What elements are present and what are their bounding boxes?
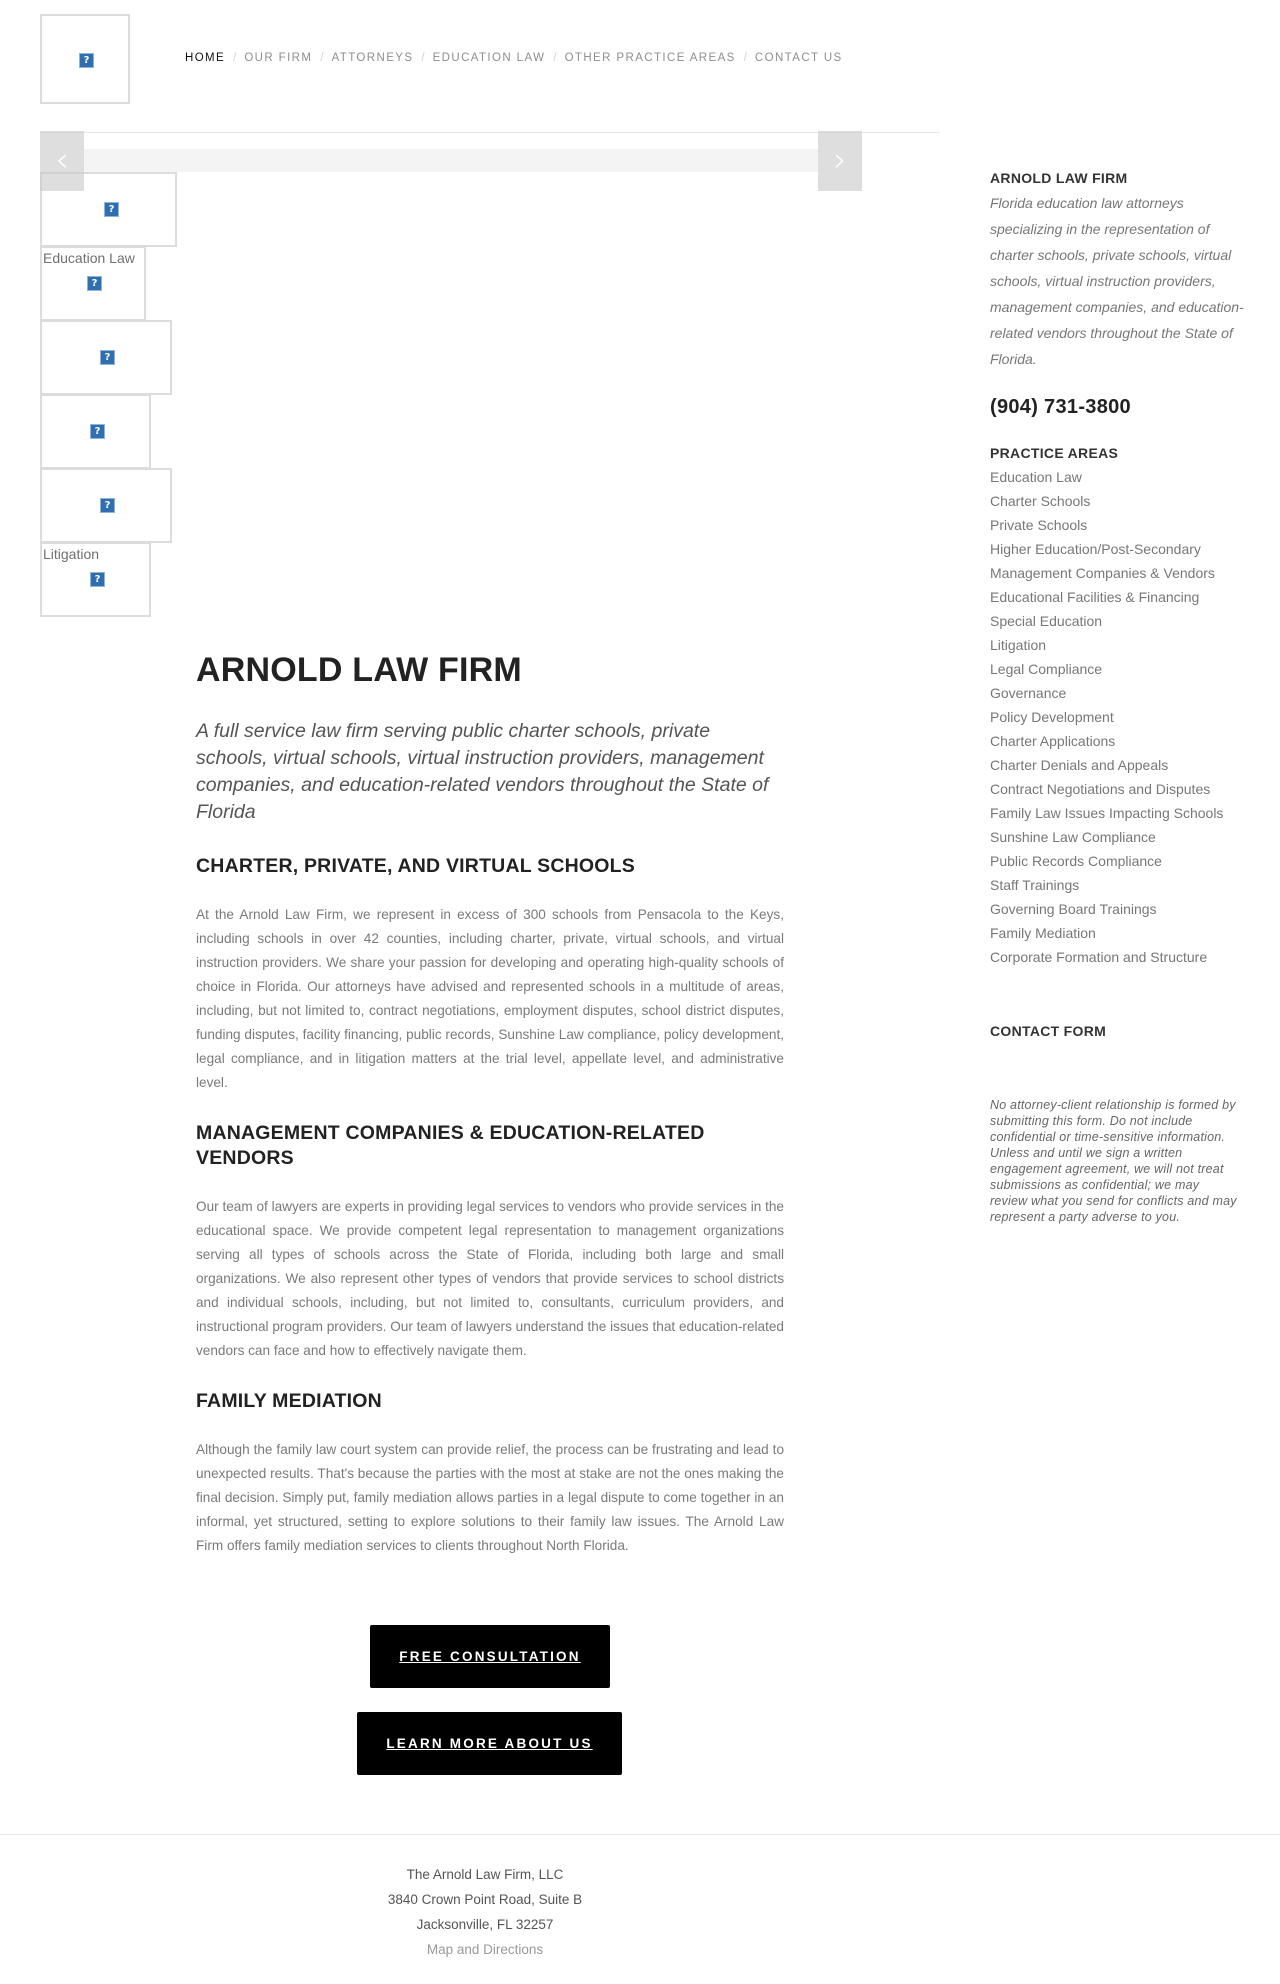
footer-divider xyxy=(0,1834,1280,1835)
main-content xyxy=(196,648,784,1558)
footer-address-line2: Jacksonville, FL 32257 xyxy=(416,1917,554,1932)
free-consultation-button[interactable]: FREE CONSULTATION xyxy=(370,1625,610,1688)
learn-more-button[interactable]: LEARN MORE ABOUT US xyxy=(357,1712,622,1775)
list-item xyxy=(990,537,1250,561)
practice-link-charter-denials[interactable]: Charter Denials and Appeals xyxy=(990,757,1169,773)
practice-link-educational-facilities[interactable]: Educational Facilities & Financing xyxy=(990,589,1200,605)
practice-link-staff-trainings[interactable]: Staff Trainings xyxy=(990,877,1080,893)
practice-link-legal-compliance[interactable]: Legal Compliance xyxy=(990,661,1103,677)
slide-image[interactable] xyxy=(40,468,172,543)
contact-form-heading: CONTACT FORM xyxy=(990,1023,1107,1039)
list-item xyxy=(990,753,1250,777)
slide-image-litigation[interactable] xyxy=(40,542,151,617)
nav-other-practice-areas[interactable]: OTHER PRACTICE AREAS xyxy=(564,52,736,64)
broken-image-icon: ? xyxy=(87,276,102,291)
nav-separator: / xyxy=(421,52,425,64)
nav-home[interactable]: HOME xyxy=(185,52,226,64)
slide-image-education-law[interactable] xyxy=(40,246,146,321)
footer xyxy=(285,1862,685,1962)
section-body-management-companies: Our team of lawyers are experts in providing legal services to vendors who provide services in the educational space. We provide competent legal representation to management organizations serving all types of schools across the State of Florida, including both large and small organizations. We also represent other types of vendors that provide services to school districts and individual schools, including, but not limited to, consultants, curriculum providers, and instructional program providers. Our team of lawyers understand the issues that education-related vendors can face and how to effectively navigate them. xyxy=(196,1199,784,1358)
practice-link-corporate-formation[interactable]: Corporate Formation and Structure xyxy=(990,949,1208,965)
list-item xyxy=(990,777,1250,801)
list-item xyxy=(990,489,1250,513)
list-item xyxy=(990,681,1250,705)
nav-separator: / xyxy=(233,52,237,64)
practice-link-policy-development[interactable]: Policy Development xyxy=(990,709,1114,725)
footer-firm-name: The Arnold Law Firm, LLC xyxy=(406,1867,564,1882)
practice-link-charter-applications[interactable]: Charter Applications xyxy=(990,733,1116,749)
nav-separator: / xyxy=(553,52,557,64)
list-item xyxy=(990,825,1250,849)
practice-link-public-records[interactable]: Public Records Compliance xyxy=(990,853,1162,869)
slider-track xyxy=(84,149,818,172)
practice-link-litigation[interactable]: Litigation xyxy=(990,637,1047,653)
broken-image-icon: ? xyxy=(90,424,105,439)
nav-our-firm[interactable]: OUR FIRM xyxy=(244,52,313,64)
nav-contact-us[interactable]: CONTACT US xyxy=(754,52,843,64)
map-directions-link[interactable]: Map and Directions xyxy=(426,1942,544,1957)
practice-link-sunshine-law[interactable]: Sunshine Law Compliance xyxy=(990,829,1156,845)
section-heading-family-mediation: FAMILY MEDIATION xyxy=(196,1390,382,1412)
list-item xyxy=(990,513,1250,537)
slide-caption: Litigation xyxy=(43,546,100,562)
list-item xyxy=(990,873,1250,897)
section-heading-charter-schools: CHARTER, PRIVATE, AND VIRTUAL SCHOOLS xyxy=(196,855,635,877)
footer-address-line1: 3840 Crown Point Road, Suite B xyxy=(387,1892,583,1907)
list-item xyxy=(990,705,1250,729)
list-item xyxy=(990,561,1250,585)
sidebar-firm-heading: ARNOLD LAW FIRM xyxy=(990,170,1128,186)
broken-image-icon: ? xyxy=(100,498,115,513)
page-title: ARNOLD LAW FIRM xyxy=(196,651,522,689)
practice-link-contract-negotiations[interactable]: Contract Negotiations and Disputes xyxy=(990,781,1211,797)
main-nav xyxy=(185,52,843,64)
slide-image[interactable] xyxy=(40,394,151,469)
list-item xyxy=(990,801,1250,825)
practice-link-charter-schools[interactable]: Charter Schools xyxy=(990,493,1091,509)
contact-form-disclaimer: No attorney-client relationship is formed by submitting this form. Do not include confidential or time-sensitive information. Unless and until we sign a written engagement agreement, we will not treat submissions as confidential; we may review what you send for conflicts and may represent a party adverse to you. xyxy=(990,1098,1237,1224)
list-item xyxy=(990,609,1250,633)
chevron-left-icon: ‹ xyxy=(55,140,69,180)
practice-link-management-companies[interactable]: Management Companies & Vendors xyxy=(990,565,1215,581)
list-item xyxy=(990,849,1250,873)
practice-link-special-education[interactable]: Special Education xyxy=(990,613,1103,629)
nav-attorneys[interactable]: ATTORNEYS xyxy=(331,52,414,64)
practice-link-family-law-issues[interactable]: Family Law Issues Impacting Schools xyxy=(990,805,1224,821)
intro-tagline: A full service law firm serving public charter schools, private schools, virtual schools, virtual instruction providers, management companies, and education-related vendors throughout the State of Florida xyxy=(196,720,769,823)
slider-top-divider xyxy=(40,132,940,133)
slide-caption: Education Law xyxy=(43,250,135,266)
broken-image-icon: ? xyxy=(100,350,115,365)
logo-image[interactable] xyxy=(40,14,130,104)
list-item xyxy=(990,945,1250,969)
practice-link-family-mediation[interactable]: Family Mediation xyxy=(990,925,1096,941)
section-body-charter-schools: At the Arnold Law Firm, we represent in excess of 300 schools from Pensacola to the Keys, including schools in over 42 counties, including charter, private, virtual schools, and virtual instruction providers. We share your passion for developing and operating high-quality schools of choice in Florida. Our attorneys have advised and represented schools in a multitude of areas, including, but not limited to, contract negotiations, employment disputes, school district disputes, funding disputes, facility financing, public records, Sunshine Law compliance, policy development, legal compliance, and in litigation matters at the trial level, appellate level, and administrative level. xyxy=(196,907,784,1090)
practice-link-education-law[interactable]: Education Law xyxy=(990,469,1082,485)
section-body-family-mediation: Although the family law court system can provide relief, the process can be frustrating and lead to unexpected results. That's because the parties with the most at stake are not the ones making the final decision. Simply put, family mediation allows parties in a legal dispute to come together in an informal, yet structured, setting to explore solutions to their family law issues. The Arnold Law Firm offers family mediation services to clients throughout North Florida. xyxy=(196,1442,784,1553)
practice-link-higher-education[interactable]: Higher Education/Post-Secondary xyxy=(990,541,1201,557)
list-item xyxy=(990,897,1250,921)
practice-areas-heading: PRACTICE AREAS xyxy=(990,445,1119,461)
sidebar xyxy=(990,170,1250,1225)
practice-link-private-schools[interactable]: Private Schools xyxy=(990,517,1088,533)
broken-image-icon: ? xyxy=(90,572,105,587)
list-item xyxy=(990,633,1250,657)
section-heading-management-companies: MANAGEMENT COMPANIES & EDUCATION-RELATED VENDORS xyxy=(196,1122,705,1169)
slider-prev-button[interactable] xyxy=(40,131,84,191)
practice-link-governing-board-trainings[interactable]: Governing Board Trainings xyxy=(990,901,1157,917)
list-item xyxy=(990,657,1250,681)
nav-separator: / xyxy=(320,52,324,64)
broken-image-icon: ? xyxy=(79,53,94,68)
nav-separator: / xyxy=(743,52,747,64)
list-item xyxy=(990,585,1250,609)
broken-image-icon: ? xyxy=(104,202,119,217)
slide-image[interactable] xyxy=(40,320,172,395)
list-item xyxy=(990,729,1250,753)
list-item xyxy=(990,921,1250,945)
chevron-right-icon: › xyxy=(833,140,847,180)
list-item xyxy=(990,465,1250,489)
slider-next-button[interactable] xyxy=(818,131,862,191)
phone-number[interactable]: (904) 731-3800 xyxy=(990,396,1131,418)
practice-areas-list xyxy=(990,465,1250,969)
nav-education-law[interactable]: EDUCATION LAW xyxy=(432,52,546,64)
sidebar-firm-description: Florida education law attorneys specializing in the representation of charter schools, private schools, virtual schools, virtual instruction providers, management companies, and education-related vendors throughout the State of Florida. xyxy=(990,195,1244,367)
practice-link-governance[interactable]: Governance xyxy=(990,685,1067,701)
